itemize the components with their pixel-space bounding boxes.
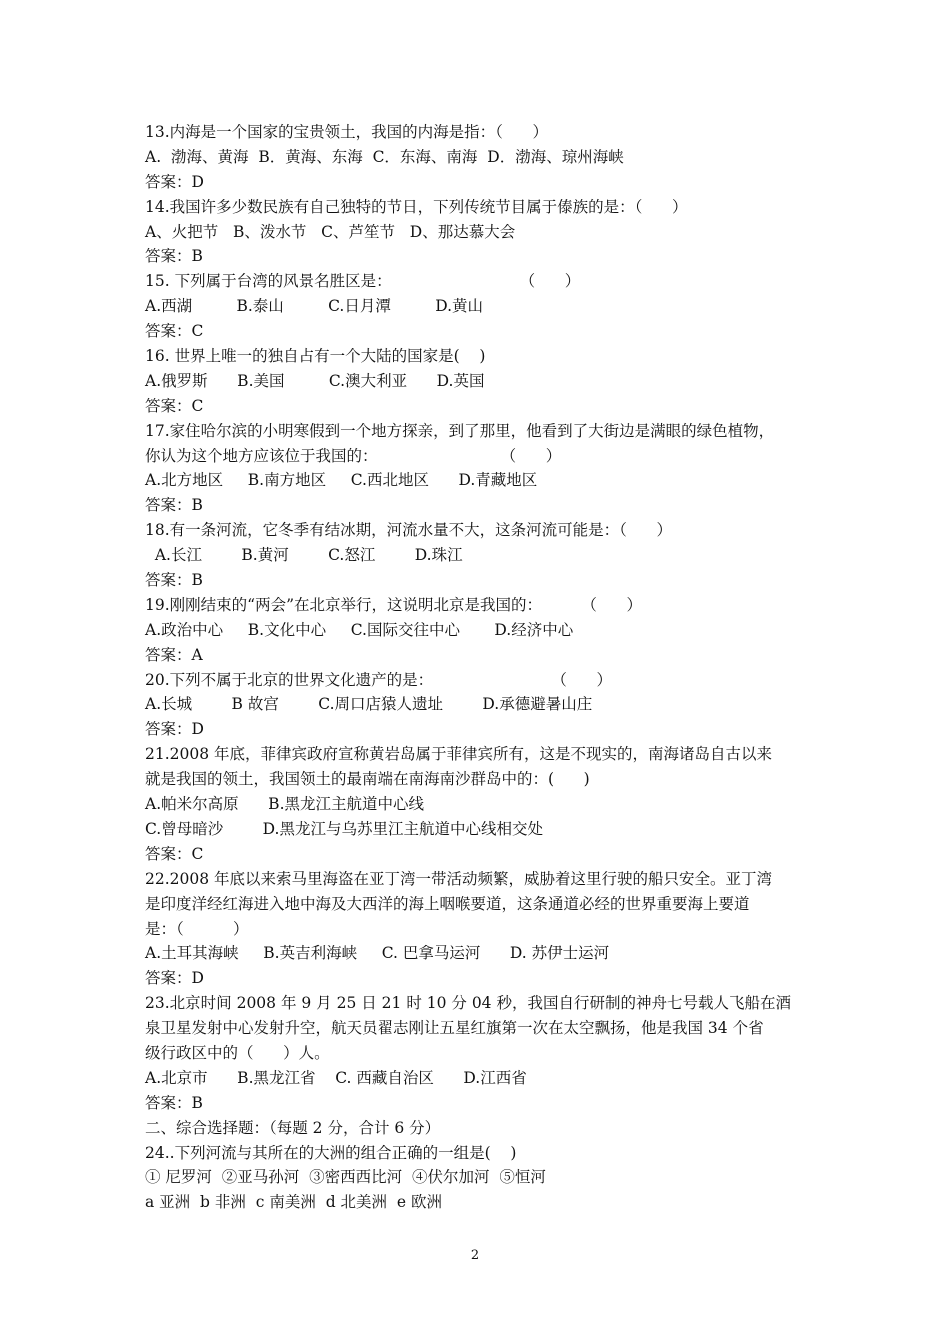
text-line: 答案：C	[145, 322, 204, 341]
text-line: 答案：B	[145, 496, 203, 515]
text-line: a 亚洲 b 非洲 c 南美洲 d 北美洲 e 欧洲	[145, 1193, 442, 1212]
text-line: 是：（ ）	[145, 919, 249, 938]
text-line: A.政治中心 B.文化中心 C.国际交往中心 D.经济中心	[145, 620, 574, 639]
text-line: 22.2008 年底以来索马里海盗在亚丁湾一带活动频繁，威胁着这里行驶的船只安全。亚丁湾	[145, 869, 773, 888]
text-line: 答案：B	[145, 1093, 203, 1112]
text-line: 是印度洋经红海进入地中海及大西洋的海上咽喉要道，这条通道必经的世界重要海上要道	[145, 894, 750, 913]
text-line: A.俄罗斯 B.美国 C.澳大利亚 D.英国	[145, 371, 485, 390]
text-line: 13.内海是一个国家的宝贵领土，我国的内海是指：（ ）	[145, 123, 548, 141]
text-line: A.西湖 B.泰山 C.日月潭 D.黄山	[145, 297, 484, 316]
section-heading: 二、综合选择题：（每题 2 分，合计 6 分）	[145, 1118, 441, 1137]
text-line: 答案：B	[145, 571, 203, 590]
text-line: 15. 下列属于台湾的风景名胜区是： （ ）	[145, 272, 581, 291]
page-number: 2	[470, 1248, 480, 1263]
text-line: 14.我国许多少数民族有自己独特的节日，下列传统节目属于傣族的是：（ ）	[145, 197, 688, 216]
text-line: 答案：D	[145, 172, 204, 191]
text-line: A、火把节 B、泼水节 C、芦笙节 D、那达慕大会	[145, 222, 516, 241]
text-line: A.长城 B 故宫 C.周口店猿人遗址 D.承德避暑山庄	[145, 695, 593, 714]
text-line: A.北京市 B.黑龙江省 C. 西藏自治区 D.江西省	[145, 1068, 527, 1087]
text-line: 答案：C	[145, 844, 204, 863]
text-line: 泉卫星发射中心发射升空，航天员翟志刚让五星红旗第一次在太空飘扬，他是我国 34 个省	[145, 1019, 764, 1038]
text-line: 就是我国的领土，我国领土的最南端在南海南沙群岛中的：( )	[145, 770, 590, 789]
text-line: A.土耳其海峡 B.英吉利海峡 C. 巴拿马运河 D. 苏伊士运河	[145, 944, 610, 963]
text-line: 答案：C	[145, 396, 204, 415]
text-line: 答案：D	[145, 969, 204, 988]
text-line: 19.刚刚结束的“两会”在北京举行，这说明北京是我国的： （ ）	[145, 595, 642, 614]
text-line: 你认为这个地方应该位于我国的： （ ）	[145, 446, 562, 465]
text-line: 18.有一条河流，它冬季有结冰期，河流水量不大，这条河流可能是：（ ）	[145, 521, 672, 540]
document-body	[145, 120, 815, 1215]
text-line: 20.下列不属于北京的世界文化遗产的是： （ ）	[145, 670, 612, 689]
text-line: ① 尼罗河 ②亚马孙河 ③密西西比河 ④伏尔加河 ⑤恒河	[145, 1168, 546, 1187]
text-line: 23.北京时间 2008 年 9 月 25 日 21 时 10 分 04 秒，我国自行研制的神舟七号载人飞船在酒	[145, 994, 791, 1013]
text-line: 答案：A	[145, 645, 203, 664]
text-line: A.北方地区 B.南方地区 C.西北地区 D.青藏地区	[145, 471, 538, 490]
text-line: A. 渤海、黄海 B．黄海、东海 C．东海、南海 D．渤海、琼州海峡	[145, 147, 624, 166]
text-line: A.帕米尔高原 B.黑龙江主航道中心线	[145, 795, 425, 814]
text-line: A.长江 B.黄河 C.怒江 D.珠江	[145, 546, 463, 565]
text-line: 17.家住哈尔滨的小明寒假到一个地方探亲，到了那里，他看到了大街边是满眼的绿色植物，	[145, 421, 775, 440]
text-line: 答案：D	[145, 720, 204, 739]
text-line: 21.2008 年底，菲律宾政府宣称黄岩岛属于菲律宾所有，这是不现实的，南海诸岛自古以来	[145, 745, 773, 764]
text-line: 24..下列河流与其所在的大洲的组合正确的一组是( )	[145, 1143, 517, 1162]
text-line: 16. 世界上唯一的独自占有一个大陆的国家是( )	[145, 347, 486, 366]
text-line: C.曾母暗沙 D.黑龙江与乌苏里江主航道中心线相交处	[145, 819, 543, 838]
text-line: 级行政区中的（ ）人。	[145, 1043, 330, 1062]
text-line: 答案：B	[145, 247, 203, 266]
